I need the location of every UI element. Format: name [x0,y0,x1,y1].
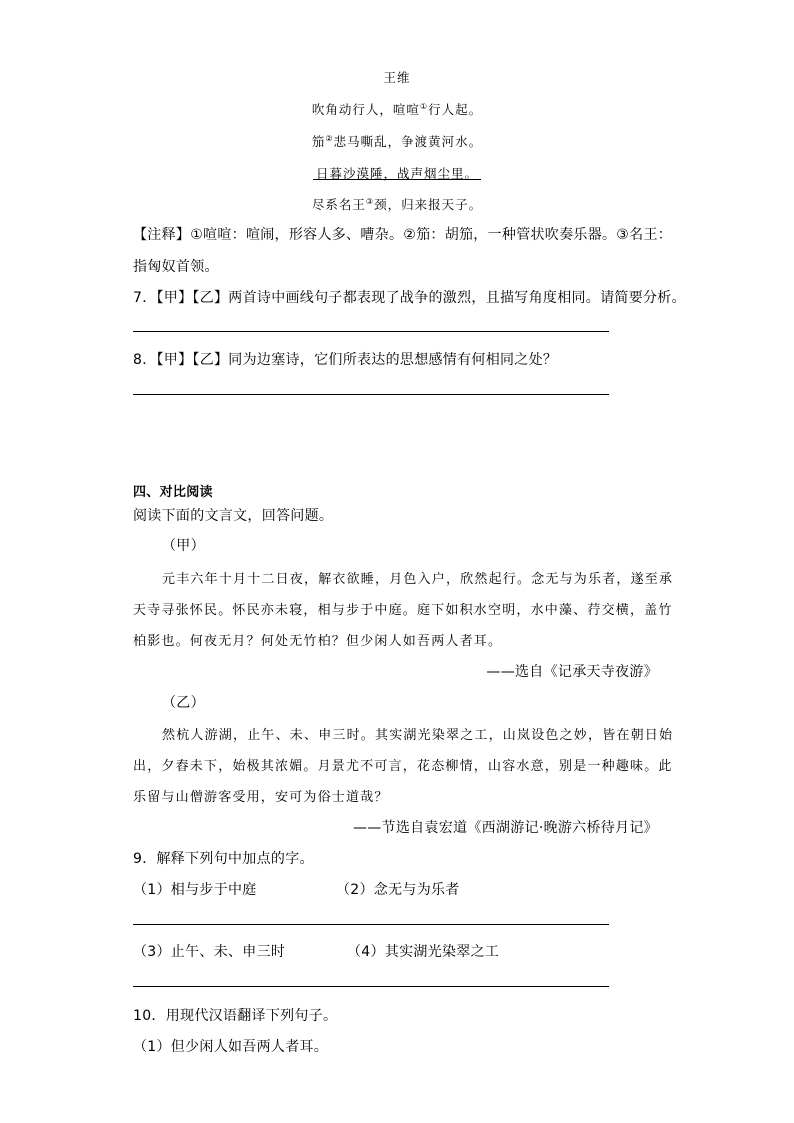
passage-jia-source: ——选自《记承天寺夜游》 [486,664,658,680]
section-4-intro: 阅读下面的文言文，回答问题。 [133,508,334,524]
question-10: 10．用现代汉语翻译下列句子。 [133,1008,338,1024]
answer-line-q7[interactable] [133,331,609,332]
q9-item-4: （4）其实湖光染翠之工 [347,944,500,960]
passage-yi-source: ——节选自袁宏道《西湖游记·晚游六桥待月记》 [352,820,658,836]
passage-jia-line-2: 天寺寻张怀民。怀民亦未寝，相与步于中庭。庭下如积水空明，水中藻、荇交横，盖竹 [133,603,673,618]
note-line-1: 【注释】①喧喧：喧闹，形容人多、嘈杂。②笳：胡笳，一种管状吹奏乐器。③名王： [133,227,673,243]
poem-author: 王维 [383,70,411,85]
passage-jia-line-3: 柏影也。何夜无月？何处无竹柏？但少闲人如吾两人者耳。 [133,634,503,649]
passage-yi-line-1: 然杭人游湖，止午、未、申三时。其实湖光染翠之工，山岚设色之妙，皆在朝日始 [162,728,674,743]
question-9: 9．解释下列句中加点的字。 [133,851,314,867]
q9-item-3: （3）止午、未、申三时 [133,944,286,960]
passage-yi-line-3: 乐留与山僧游客受用，安可为俗士道哉？ [133,790,389,805]
answer-line-q8[interactable] [133,394,609,395]
poem-line-3-underline [313,179,481,180]
passage-jia-label: （甲） [162,538,205,554]
answer-line-q9-b[interactable] [133,986,609,987]
question-8: 8．【甲】【乙】同为边塞诗，它们所表达的思想感情有何相同之处？ [133,352,558,368]
section-4-title: 四、对比阅读 [133,485,213,500]
q9-item-2: （2）念无与为乐者 [336,882,460,898]
passage-yi-label: （乙） [162,695,205,711]
answer-line-q9-a[interactable] [133,924,609,925]
question-7: 7．【甲】【乙】两首诗中画线句子都表现了战争的激烈，且描写角度相同。请简要分析。 [133,290,686,306]
poem-line-1: 吹角动行人，喧喧①行人起。 [311,101,483,117]
passage-yi-line-2: 出，夕舂未下，始极其浓媚。月景尤不可言，花态柳情，山容水意，别是一种趣味。此 [133,759,673,774]
poem-line-3-underlined: 日暮沙漠陲，战声烟尘里。 [315,166,478,181]
q10-item-1: （1）但少闲人如吾两人者耳。 [133,1039,329,1055]
note-line-2: 指匈奴首领。 [133,259,219,275]
poem-line-4: 尽系名王③颈，归来报天子。 [311,196,483,212]
passage-jia-line-1: 元丰六年十月十二日夜，解衣欲睡，月色入户，欣然起行。念无与为乐者，遂至承 [162,572,674,587]
poem-line-2: 笳②悲马嘶乱，争渡黄河水。 [311,133,483,149]
q9-item-1: （1）相与步于中庭 [133,882,257,898]
